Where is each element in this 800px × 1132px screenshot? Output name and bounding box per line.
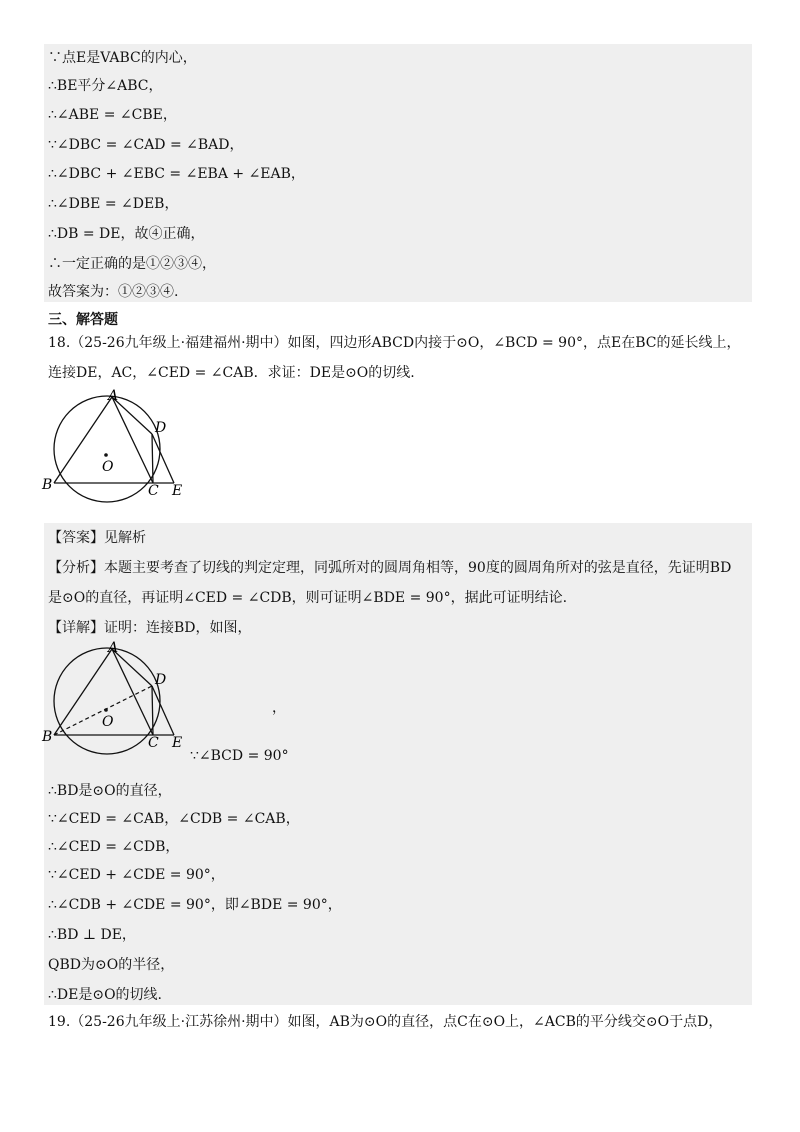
- proof-line: ∴∠DBE = ∠DEB，: [48, 196, 179, 212]
- detail-line: ∵∠CED + ∠CDE = 90°，: [48, 867, 225, 883]
- proof-line: ∵∠DBC = ∠CAD = ∠BAD，: [48, 137, 244, 153]
- label-C: C: [148, 483, 159, 499]
- detail-line: ∴BD是⊙O的直径，: [48, 783, 172, 799]
- figure-trailing-comma: ，: [272, 700, 286, 716]
- answer-line: 【答案】见解析: [48, 530, 146, 546]
- question-18-line-2: 连接DE，AC，∠CED = ∠CAB．求证：DE是⊙O的切线.: [48, 365, 415, 381]
- label-B: B: [42, 477, 53, 493]
- label-D: D: [155, 420, 167, 436]
- label-A: A: [108, 388, 119, 404]
- proof-line: ∴∠ABE = ∠CBE，: [48, 107, 177, 123]
- section-heading: 三、解答题: [48, 312, 118, 328]
- detail-line: ∴BD ⊥ DE，: [48, 927, 136, 943]
- label-O: O: [102, 459, 114, 475]
- detail-figure: [40, 642, 200, 757]
- label-D: D: [155, 672, 167, 688]
- detail-line: ∵∠CED = ∠CAB，∠CDB = ∠CAB，: [48, 811, 300, 827]
- label-A: A: [108, 640, 119, 656]
- analysis-line-2: 是⊙O的直径，再证明∠CED = ∠CDB，则可证明∠BDE = 90°，据此可证明结论.: [48, 590, 568, 606]
- label-O: O: [102, 714, 114, 730]
- proof-line: 故答案为：①②③④.: [48, 284, 179, 300]
- label-E: E: [172, 483, 183, 499]
- detail-line: ∴∠CED = ∠CDB，: [48, 839, 180, 855]
- label-B: B: [42, 729, 53, 745]
- question-18-line-1: 18.（25-26九年级上·福建福州·期中）如图，四边形ABCD内接于⊙O，∠BCD = 90°，点E在BC的延长线上，: [48, 335, 741, 351]
- question-19-line-1: 19.（25-26九年级上·江苏徐州·期中）如图，AB为⊙O的直径，点C在⊙O上，∠ACB的平分线交⊙O于点D，: [48, 1014, 723, 1030]
- label-C: C: [148, 735, 159, 751]
- proof-line: ∴∠DBC + ∠EBC = ∠EBA + ∠EAB，: [48, 166, 305, 182]
- question-18-figure: [40, 390, 200, 505]
- proof-line: ∴一定正确的是①②③④，: [48, 256, 216, 272]
- detail-line: QBD为⊙O的半径，: [48, 957, 175, 973]
- proof-line: ∴BE平分∠ABC，: [48, 78, 163, 94]
- detail-line: ∴∠CDB + ∠CDE = 90°，即∠BDE = 90°，: [48, 897, 342, 913]
- label-E: E: [172, 735, 183, 751]
- detail-line: ∵∠BCD = 90°: [190, 748, 289, 764]
- detail-intro: 【详解】证明：连接BD，如图，: [48, 620, 252, 636]
- detail-line: ∴DE是⊙O的切线.: [48, 987, 163, 1003]
- analysis-line-1: 【分析】本题主要考查了切线的判定定理，同弧所对的圆周角相等，90度的圆周角所对的弦是直径，先证明BD: [48, 560, 732, 576]
- proof-line: ∴DB = DE，故④正确，: [48, 226, 205, 242]
- proof-line: ∵点E是VABC的内心，: [48, 50, 197, 66]
